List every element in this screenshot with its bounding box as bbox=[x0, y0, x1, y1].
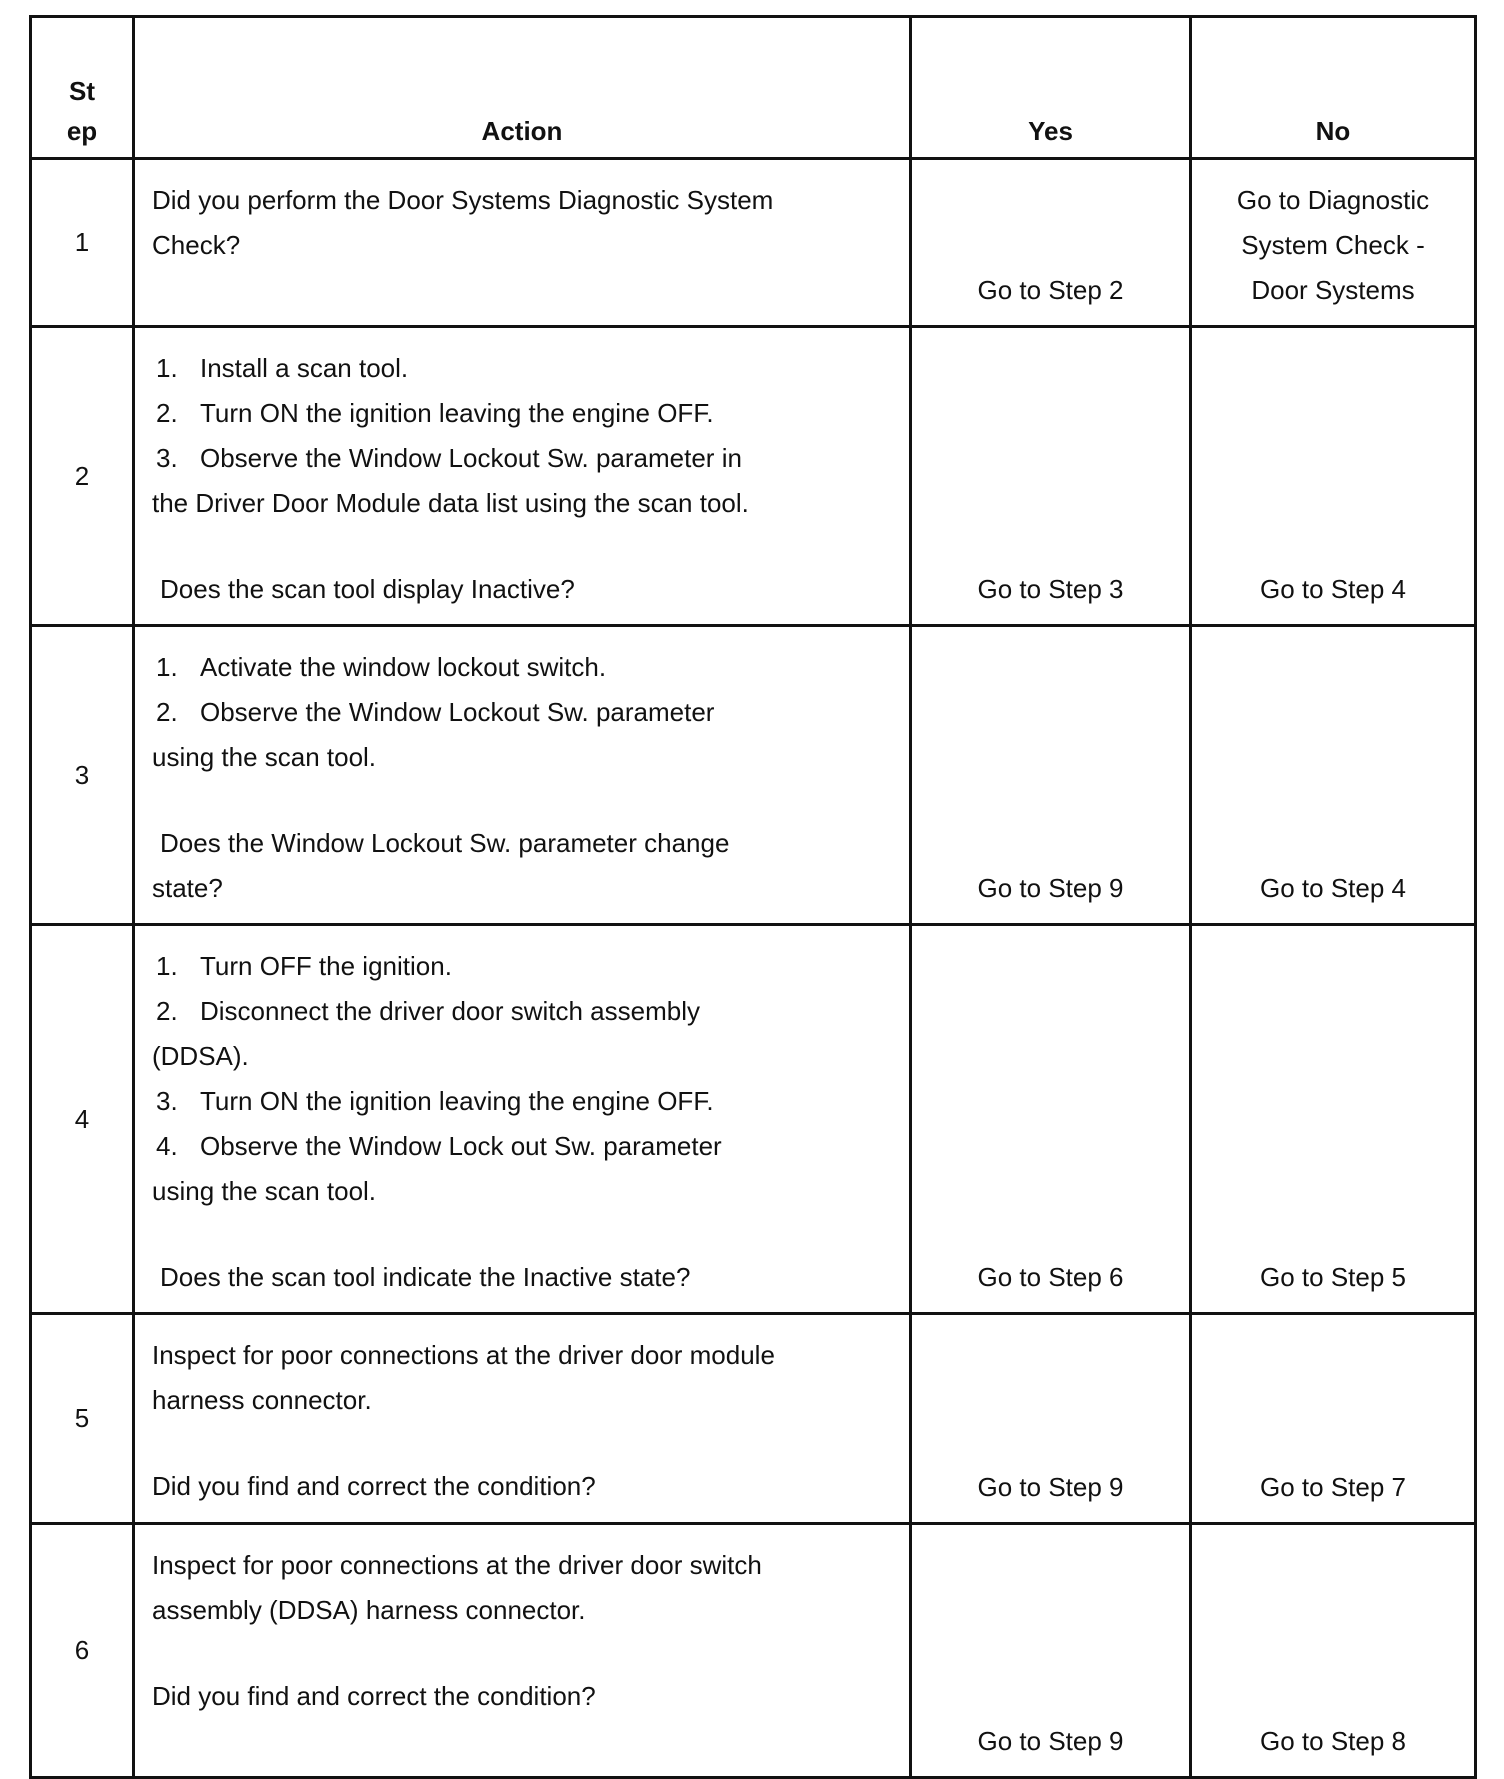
no-outcome: Go to Step 7 bbox=[1191, 1314, 1476, 1524]
list-item: 2. Observe the Window Lockout Sw. parameter bbox=[156, 697, 715, 727]
yes-outcome: Go to Step 2 bbox=[911, 159, 1191, 327]
table-row bbox=[31, 327, 1476, 626]
step-number: 3 bbox=[31, 626, 134, 925]
step-number: 1 bbox=[31, 159, 134, 327]
list-item: 2. Turn ON the ignition leaving the engine OFF. bbox=[156, 398, 714, 428]
step-number: 5 bbox=[31, 1314, 134, 1524]
yes-outcome: Go to Step 6 bbox=[911, 925, 1191, 1314]
header-row bbox=[31, 17, 1476, 159]
question-text: Does the Window Lockout Sw. parameter change bbox=[160, 828, 730, 858]
no-outcome: Go to Step 5 bbox=[1191, 925, 1476, 1314]
list-item: 1. Install a scan tool. bbox=[156, 353, 409, 383]
step-number: 6 bbox=[31, 1524, 134, 1778]
yes-outcome: Go to Step 9 bbox=[911, 1524, 1191, 1778]
yes-outcome: Go to Step 9 bbox=[911, 1314, 1191, 1524]
header-step: St ep bbox=[31, 17, 134, 159]
list-item: 3. Observe the Window Lockout Sw. parameter in bbox=[156, 443, 742, 473]
no-outcome: Go to Step 8 bbox=[1191, 1524, 1476, 1778]
question-text: Does the scan tool indicate the Inactive state? bbox=[160, 1262, 691, 1292]
question-text: Did you find and correct the condition? bbox=[152, 1471, 596, 1501]
list-item: 1. Turn OFF the ignition. bbox=[156, 951, 452, 981]
no-outcome: Go to Step 4 bbox=[1191, 327, 1476, 626]
action-cell: 1. Install a scan tool. 2. Turn ON the ignition leaving the engine OFF. 3. Observe the Window Lockout Sw. parameter in the Driver Door Module data list using the scan tool. Does the scan tool display Inactive? bbox=[134, 327, 911, 626]
list-item: 2. Disconnect the driver door switch assembly bbox=[156, 996, 700, 1026]
step-number: 4 bbox=[31, 925, 134, 1314]
question-text: Does the scan tool display Inactive? bbox=[160, 574, 575, 604]
step-number: 2 bbox=[31, 327, 134, 626]
no-outcome: Go to Diagnostic System Check - Door Systems bbox=[1191, 159, 1476, 327]
table-row bbox=[31, 925, 1476, 1314]
list-item: 1. Activate the window lockout switch. bbox=[156, 652, 607, 682]
list-item: 3. Turn ON the ignition leaving the engine OFF. bbox=[156, 1086, 714, 1116]
diagnostic-table bbox=[29, 15, 1477, 1779]
action-cell: Did you perform the Door Systems Diagnostic System Check? bbox=[134, 159, 911, 327]
header-yes: Yes bbox=[911, 17, 1191, 159]
action-cell: Inspect for poor connections at the driver door switch assembly (DDSA) harness connector. Did you find and correct the condition? bbox=[134, 1524, 911, 1778]
action-cell: Inspect for poor connections at the driver door module harness connector. Did you find and correct the condition? bbox=[134, 1314, 911, 1524]
action-cell: 1. Turn OFF the ignition. 2. Disconnect the driver door switch assembly (DDSA). 3. Turn ON the ignition leaving the engine OFF. 4. Observe the Window Lock out Sw. parameter using the scan tool. Does the scan tool indicate the Inactive state? bbox=[134, 925, 911, 1314]
yes-outcome: Go to Step 3 bbox=[911, 327, 1191, 626]
question-text: Did you find and correct the condition? bbox=[152, 1681, 596, 1711]
header-no: No bbox=[1191, 17, 1476, 159]
list-item: 4. Observe the Window Lock out Sw. parameter bbox=[156, 1131, 722, 1161]
header-action: Action bbox=[134, 17, 911, 159]
action-cell: 1. Activate the window lockout switch. 2. Observe the Window Lockout Sw. parameter using the scan tool. Does the Window Lockout Sw. parameter change state? bbox=[134, 626, 911, 925]
table-row bbox=[31, 159, 1476, 327]
table-row bbox=[31, 626, 1476, 925]
no-outcome: Go to Step 4 bbox=[1191, 626, 1476, 925]
yes-outcome: Go to Step 9 bbox=[911, 626, 1191, 925]
table-row bbox=[31, 1524, 1476, 1778]
table-row bbox=[31, 1314, 1476, 1524]
